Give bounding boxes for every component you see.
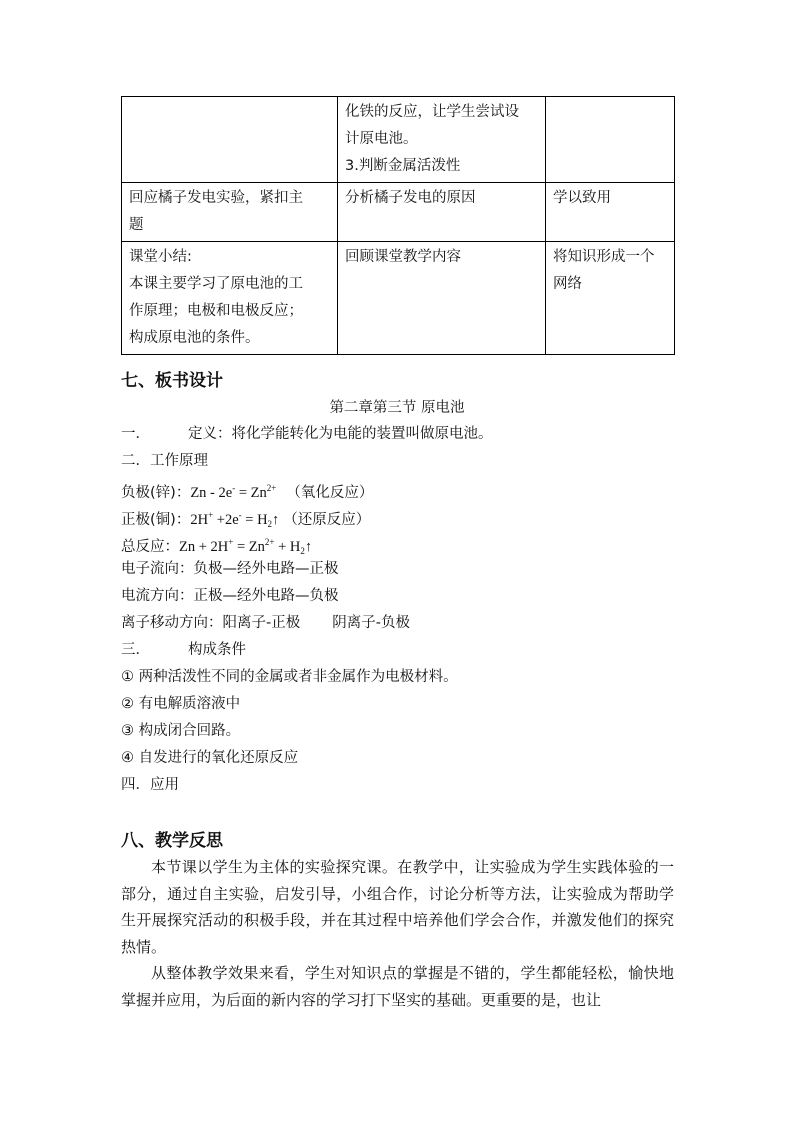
electrode-label: 正极(铜)：	[121, 512, 191, 528]
superscript: +	[228, 537, 234, 547]
equation	[179, 539, 312, 555]
electrode-label: 负极(锌)：	[121, 485, 191, 501]
cell-text: 学以致用	[553, 190, 611, 206]
lesson-table	[121, 96, 675, 355]
list-item: ④ 自发进行的氧化还原反应	[121, 750, 299, 766]
gas-arrow: ↑	[304, 539, 313, 555]
paragraph: 本节课以学生为主体的实验探究课。在教学中，让实验成为学生实践体验的一部分，通过自主实验，启发引导，小组合作，讨论分析等方法，让实验成为帮助学生开展探究活动的积极手段，并在其过程中培养他们学会合作，并激发他们的探究热情。	[121, 858, 674, 956]
total-reaction-line	[121, 532, 312, 561]
equation-part: = Zn	[233, 539, 265, 555]
equation-part: +2e	[213, 512, 239, 528]
cell-text: 将知识形成一个	[553, 249, 655, 265]
superscript: -	[238, 510, 242, 520]
electron-flow-line: 电子流向：负极—经外电路—正极	[121, 561, 339, 577]
positive-electrode-line	[121, 505, 370, 534]
table-cell	[546, 242, 675, 355]
equation-part: 2H	[190, 512, 209, 528]
superscript: 2+	[266, 483, 277, 493]
anion-direction: 阴离子-负极	[332, 615, 410, 631]
cell-text: 题	[129, 217, 144, 233]
table-row	[122, 97, 675, 183]
list-item: ② 有电解质溶液中	[121, 696, 241, 712]
equation-part: Zn + 2H	[179, 539, 229, 555]
section-heading-teaching-reflection: 八、教学反思	[121, 831, 223, 851]
cell-text: 回顾课堂教学内容	[345, 249, 461, 265]
equation-part: Zn - 2e	[190, 485, 233, 501]
equation	[190, 512, 279, 528]
cation-direction: 离子移动方向：阳离子-正极	[121, 615, 301, 631]
table-row	[122, 183, 675, 242]
conditions-line	[121, 640, 246, 660]
current-flow-line: 电流方向：正极—经外电路—负极	[121, 588, 339, 604]
table-cell	[546, 183, 675, 242]
superscript: 2+	[264, 537, 275, 547]
cell-text: 分析橘子发电的原因	[345, 190, 476, 206]
table-cell	[338, 183, 546, 242]
table-cell	[338, 242, 546, 355]
equation-part: + H	[274, 539, 301, 555]
table-cell	[122, 242, 338, 355]
cell-text: 计原电池。	[345, 131, 418, 147]
reaction-note: （氧化反应）	[286, 485, 374, 501]
table-row	[122, 242, 675, 355]
cell-text: 化铁的反应，让学生尝试设	[345, 104, 519, 120]
equation-part: = Zn	[235, 485, 267, 501]
paragraph: 从整体教学效果来看，学生对知识点的掌握是不错的，学生都能轻松，愉快地掌握并应用，为后面的新内容的学习打下坚实的基础。更重要的是，也让	[121, 964, 674, 1009]
ion-move-line	[121, 613, 410, 633]
application-line: 四．应用	[121, 777, 179, 793]
definition-line	[121, 424, 493, 444]
cell-text: 作原理；电极和电极反应；	[129, 303, 303, 319]
cell-text: 3.判断金属活泼性	[345, 158, 461, 174]
superscript: -	[232, 483, 236, 493]
cell-text: 网络	[553, 276, 582, 292]
cell-text: 构成原电池的条件。	[129, 330, 260, 346]
reaction-label: 总反应：	[121, 539, 179, 555]
table-cell	[546, 97, 675, 183]
list-number: 三．	[121, 642, 150, 658]
equation-part: = H	[241, 512, 268, 528]
negative-electrode-line	[121, 478, 373, 503]
subscript: 2	[300, 546, 305, 556]
list-number: 一．	[121, 426, 150, 442]
section-heading-board-design: 七、板书设计	[121, 371, 223, 391]
cell-text: 本课主要学习了原电池的工	[129, 276, 303, 292]
subscript: 2	[267, 519, 273, 529]
cell-text: 课堂小结:	[129, 249, 192, 265]
gas-arrow: ↑	[272, 512, 280, 528]
definition-text: 定义：将化学能转化为电能的装置叫做原电池。	[188, 426, 493, 442]
table-cell	[338, 97, 546, 183]
work-principle-line: 二．工作原理	[121, 453, 208, 469]
list-item: ③ 构成闭合回路。	[121, 723, 241, 739]
list-item: ① 两种活泼性不同的金属或者非金属作为电极材料。	[121, 669, 458, 685]
reaction-note: （还原反应）	[283, 512, 371, 528]
table-cell	[122, 183, 338, 242]
superscript: +	[208, 510, 214, 520]
conditions-title: 构成条件	[188, 642, 246, 658]
table-cell	[122, 97, 338, 183]
equation	[190, 485, 276, 501]
cell-text: 回应橘子发电实验，紧扣主	[129, 190, 303, 206]
board-title: 第二章第三节 原电池	[329, 400, 465, 416]
